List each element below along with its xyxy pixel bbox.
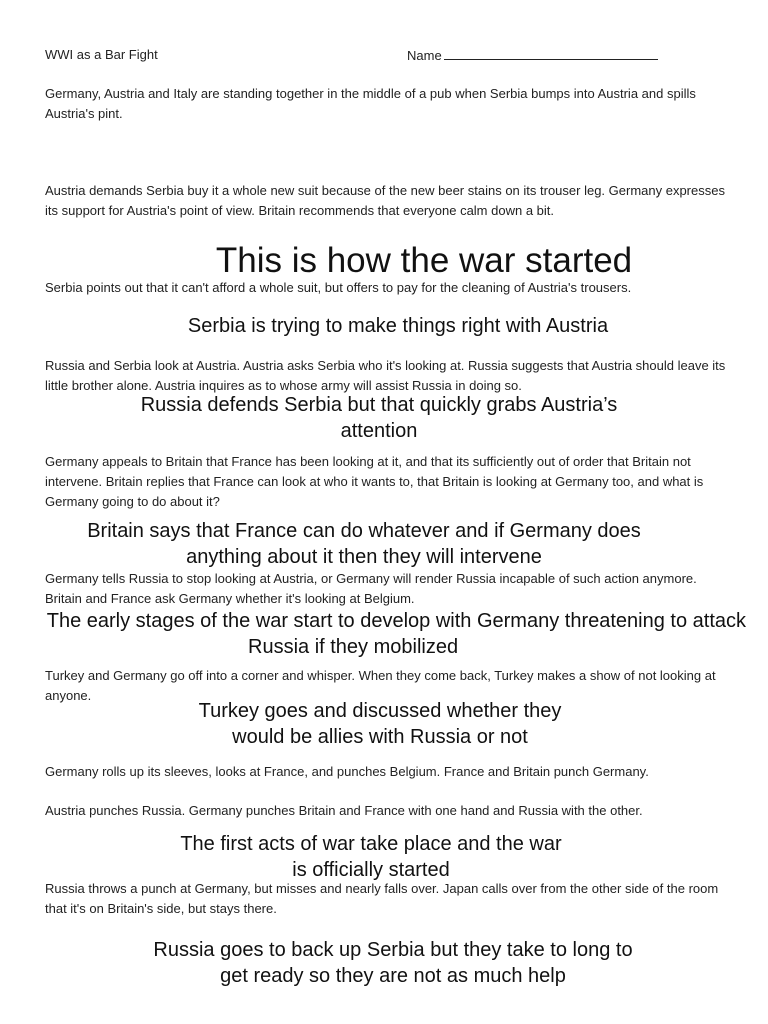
name-label: Name <box>407 48 442 63</box>
story-paragraph-7: Turkey and Germany go off into a corner and whisper. When they come back, Turkey makes a show of not looking at anyone. <box>45 668 716 703</box>
answer-7-line-2: is officially started <box>292 859 450 881</box>
answer-6-line-1: Turkey goes and discussed whether they <box>198 700 562 722</box>
answer-3-line-1: Russia defends Serbia but that quickly grabs Austria’s <box>140 394 618 416</box>
story-paragraph-4: Russia and Serbia look at Austria. Austria asks Serbia who it's looking at. Russia suggests that Austria should leave its little brother alone. Austria inquires as to whose army will assist Russia in doing so. <box>45 358 726 393</box>
story-paragraph-3: Serbia points out that it can't afford a whole suit, but offers to pay for the cleaning of Austria's trousers. <box>45 280 632 295</box>
answer-3-line-2: attention <box>340 420 418 442</box>
worksheet-title: WWI as a Bar Fight <box>45 47 158 62</box>
answer-8 <box>0 937 768 989</box>
story-paragraph-9: Austria punches Russia. Germany punches Britain and France with one hand and Russia with the other. <box>45 803 643 818</box>
answer-2: Serbia is trying to make things right with Austria <box>187 315 609 337</box>
answer-1: This is how the war started <box>215 241 633 280</box>
answer-7 <box>0 831 742 883</box>
answer-3 <box>0 392 758 444</box>
answer-5-line-2: Russia if they mobilized <box>248 636 459 658</box>
answer-8-line-2: get ready so they are not as much help <box>220 965 566 987</box>
answer-4 <box>0 518 728 570</box>
answer-7-line-1: The first acts of war take place and the war <box>180 833 562 855</box>
story-paragraph-5: Germany appeals to Britain that France has been looking at it, and that its sufficiently out of order that Britain not intervene. Britain replies that France can look at who it wants to, that Britain is looking at Germany too, and what is Germany going to do about it? <box>45 454 704 509</box>
story-paragraph-1: Germany, Austria and Italy are standing together in the middle of a pub when Serbia bumps into Austria and spills Austria's pint. <box>45 86 696 121</box>
answer-4-line-2: anything about it then they will intervene <box>186 546 542 568</box>
answer-8-line-1: Russia goes to back up Serbia but they take to long to <box>153 939 633 961</box>
answer-4-line-1: Britain says that France can do whatever and if Germany does <box>87 520 641 542</box>
answer-5-line-1: The early stages of the war start to develop with Germany threatening to attack <box>46 610 746 632</box>
story-paragraph-10: Russia throws a punch at Germany, but misses and nearly falls over. Japan calls over from the other side of the room that it's on Britain's side, but stays there. <box>45 881 719 916</box>
story-paragraph-6: Germany tells Russia to stop looking at Austria, or Germany will render Russia incapable of such action anymore. Britain and France ask Germany whether it's looking at Belgium. <box>45 571 697 606</box>
answer-5 <box>0 608 768 660</box>
answer-6 <box>0 698 760 750</box>
story-paragraph-8: Germany rolls up its sleeves, looks at France, and punches Belgium. France and Britain punch Germany. <box>45 764 649 779</box>
name-blank-line <box>444 45 658 60</box>
name-field[interactable] <box>407 45 658 66</box>
answer-6-line-2: would be allies with Russia or not <box>232 726 528 748</box>
story-paragraph-2: Austria demands Serbia buy it a whole new suit because of the new beer stains on its trouser leg. Germany expresses its support for Austria's point of view. Britain recommends that everyone calm down a bit. <box>45 183 725 218</box>
